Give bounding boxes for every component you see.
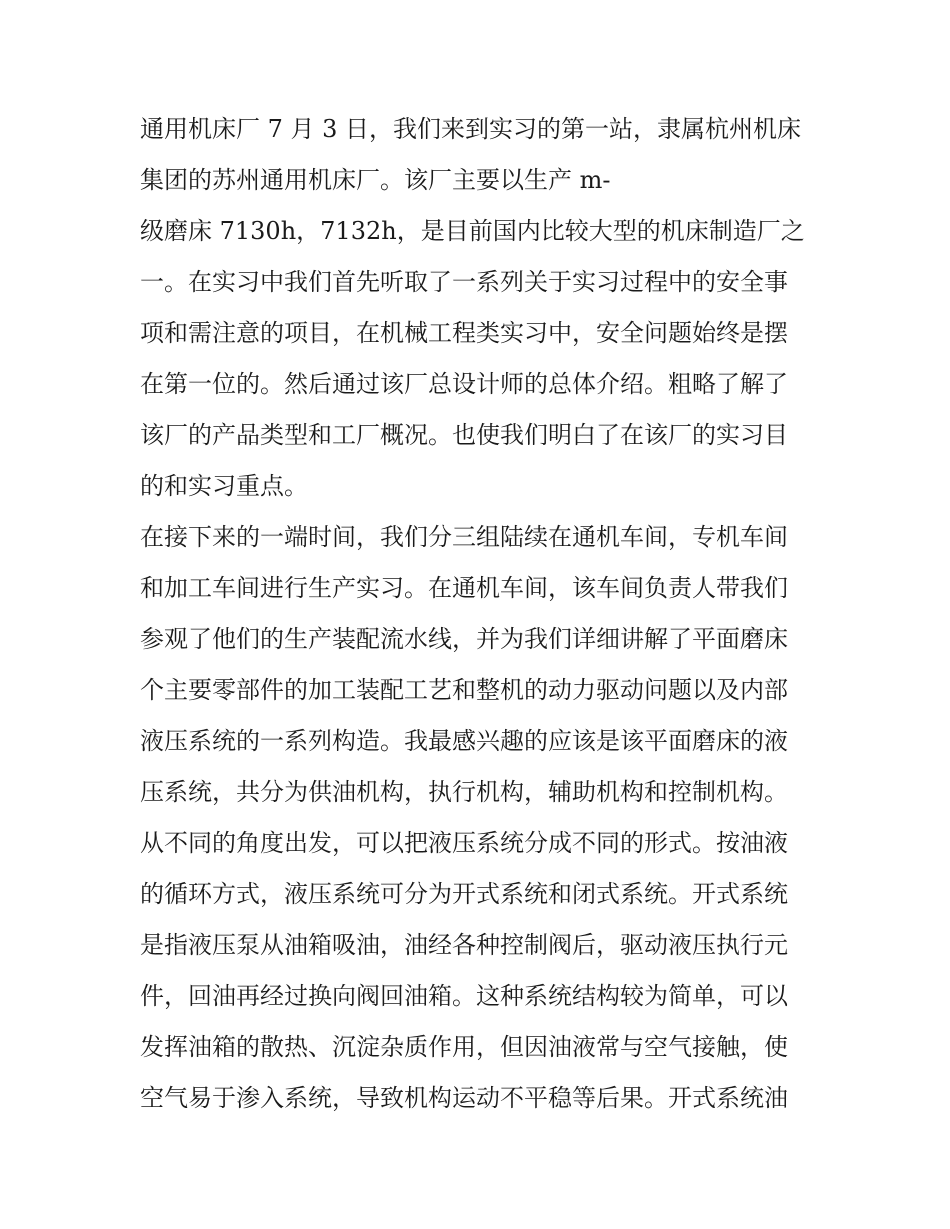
- text-line: 一。在实习中我们首先听取了一系列关于实习过程中的安全事: [140, 268, 788, 296]
- text-line: 级磨床 7130h，7132h，是目前国内比较大型的机床制造厂之: [140, 217, 805, 245]
- body-text: [140, 108, 820, 1128]
- text-line: 的和实习重点。: [140, 472, 308, 500]
- text-line: 项和需注意的项目，在机械工程类实习中，安全问题始终是摆: [140, 319, 788, 347]
- text-line: 发挥油箱的散热、沉淀杂质作用，但因油液常与空气接触，使: [140, 1033, 788, 1061]
- text-line: 在第一位的。然后通过该厂总设计师的总体介绍。粗略了解了: [140, 370, 788, 398]
- text-line: 的循环方式，液压系统可分为开式系统和闭式系统。开式系统: [140, 880, 788, 908]
- text-line: 通用机床厂 7 月 3 日，我们来到实习的第一站，隶属杭州机床: [140, 115, 802, 143]
- text-line: 和加工车间进行生产实习。在通机车间，该车间负责人带我们: [140, 574, 788, 602]
- text-line: 个主要零部件的加工装配工艺和整机的动力驱动问题以及内部: [140, 676, 788, 704]
- text-line: 压系统，共分为供油机构，执行机构，辅助机构和控制机构。: [140, 778, 788, 806]
- text-line: 液压系统的一系列构造。我最感兴趣的应该是该平面磨床的液: [140, 727, 788, 755]
- text-line: 从不同的角度出发，可以把液压系统分成不同的形式。按油液: [140, 829, 788, 857]
- text-line: 空气易于渗入系统，导致机构运动不平稳等后果。开式系统油: [140, 1084, 788, 1112]
- text-line: 该厂的产品类型和工厂概况。也使我们明白了在该厂的实习目: [140, 421, 788, 449]
- text-line: 参观了他们的生产装配流水线，并为我们详细讲解了平面磨床: [140, 625, 788, 653]
- text-line: 集团的苏州通用机床厂。该厂主要以生产 m-: [140, 166, 611, 194]
- text-line: 在接下来的一端时间，我们分三组陆续在通机车间，专机车间: [140, 523, 788, 551]
- text-line: 是指液压泵从油箱吸油，油经各种控制阀后，驱动液压执行元: [140, 931, 788, 959]
- text-line: 件，回油再经过换向阀回油箱。这种系统结构较为简单，可以: [140, 982, 788, 1010]
